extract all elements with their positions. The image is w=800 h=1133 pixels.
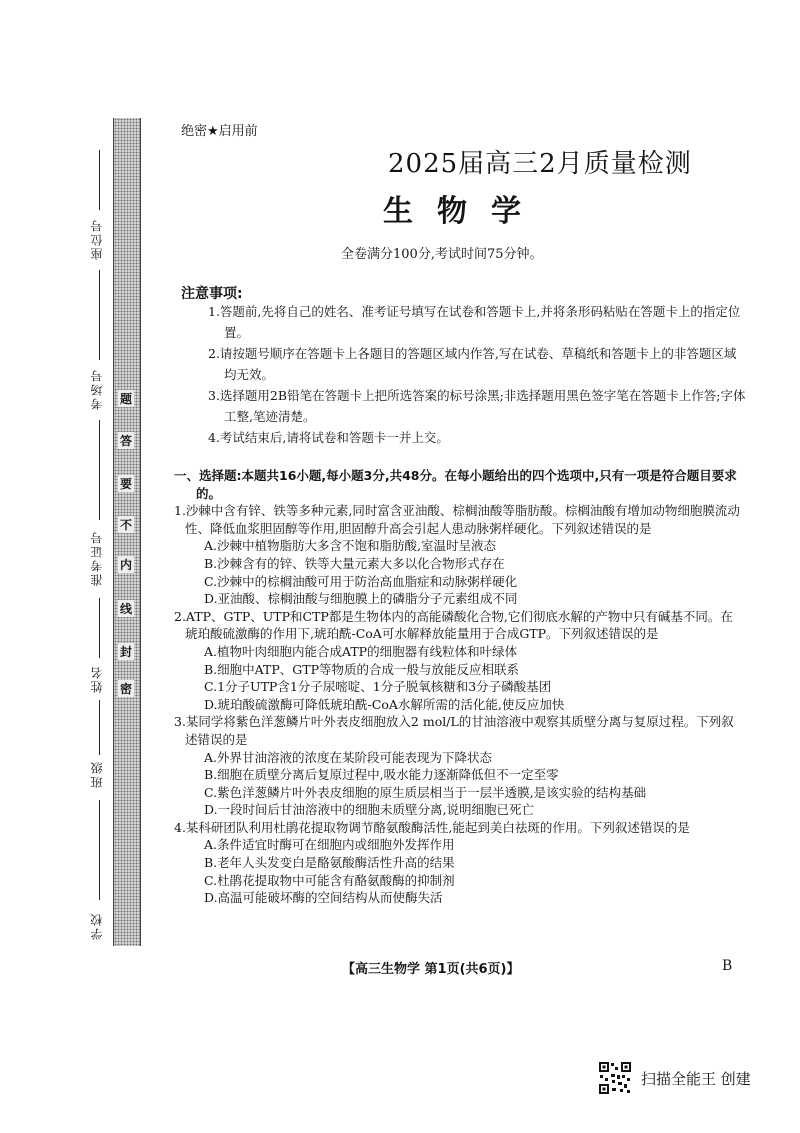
question-stem: 1.沙棘中含有锌、铁等多种元素,同时富含亚油酸、棕榈油酸等脂肪酸。棕榈油酸有增加动物细胞膜流动性、降低血浆胆固醇等作用,胆固醇升高会引起人患动脉粥样硬化。下列叙述错误的是 — [174, 503, 740, 536]
question-option: C.沙棘中的棕榈油酸可用于防治高血脂症和动脉粥样硬化 — [204, 573, 518, 589]
question-option: A.植物叶肉细胞内能合成ATP的细胞器有线粒体和叶绿体 — [204, 643, 518, 659]
secret-mark: 绝密★启用前 — [181, 124, 258, 139]
question-option: B.细胞中ATP、GTP等物质的合成一般与放能反应相联系 — [204, 661, 519, 677]
field-ticket: 准考证号 — [90, 530, 104, 586]
field-seat: 座位号 — [90, 218, 104, 260]
notice-item: 2.请按题号顺序在答题卡上各题目的答题区域内作答,写在试卷、草稿纸和答题卡上的非答题区域均无效。 — [208, 346, 737, 382]
exam-title: 2025届高三2月质量检测 — [388, 149, 692, 179]
question-option: B.细胞在质壁分离后复原过程中,吸水能力逐渐降低但不一定至零 — [204, 767, 559, 783]
field-school: 学校 — [90, 912, 104, 940]
question-option: C.1分子UTP含1分子尿嘧啶、1分子脱氧核糖和3分子磷酸基团 — [204, 679, 552, 695]
question-option: C.杜鹃花提取物中可能含有酪氨酸酶的抑制剂 — [204, 872, 455, 888]
question-option: D.高温可能破坏酶的空间结构从而使酶失活 — [204, 890, 443, 906]
seal-char: 题 — [119, 392, 132, 406]
seal-char: 内 — [119, 558, 132, 572]
question-option: D.亚油酸、棕榈油酸与细胞膜上的磷脂分子元素组成不同 — [204, 591, 518, 607]
binding-line — [99, 598, 100, 658]
subject-title: 生物学 — [383, 194, 545, 229]
notice-list — [208, 301, 748, 448]
seal-char: 不 — [119, 518, 132, 532]
notice-heading: 注意事项: — [181, 286, 243, 302]
binding-line — [99, 150, 100, 210]
field-room: 考场号 — [90, 368, 104, 410]
question-section — [174, 467, 742, 907]
version-mark: B — [722, 958, 733, 974]
question-option: D.琥珀酸硫激酶可降低琥珀酰-CoA水解所需的活化能,使反应加快 — [204, 696, 565, 712]
exam-meta: 全卷满分100分,考试时间75分钟。 — [341, 247, 543, 262]
question-stem: 2.ATP、GTP、UTP和CTP都是生物体内的高能磷酸化合物,它们彻底水解的产物中只有碱基不同。在琥珀酸硫激酶的作用下,琥珀酰-CoA可水解释放能量用于合成GTP。下列叙述错误的是 — [174, 608, 733, 642]
question-option: A.沙棘中植物脂肪大多含不饱和脂肪酸,室温时呈液态 — [204, 538, 496, 554]
seal-char: 封 — [119, 645, 132, 659]
binding-line — [99, 700, 100, 755]
seal-char: 线 — [119, 602, 132, 616]
notice-item: 4.考试结束后,请将试卷和答题卡一并上交。 — [208, 430, 449, 445]
question-option: A.外界甘油溶液的浓度在某阶段可能表现为下降状态 — [204, 749, 493, 765]
binding-line — [99, 420, 100, 520]
page-footer: 【高三生物学 第1页(共6页)】 — [342, 962, 520, 977]
section-heading: 一、选择题:本题共16小题,每小题3分,共48分。在每小题给出的四个选项中,只有一项是符合题目要求的。 — [174, 468, 737, 501]
notice-item: 3.选择题用2B铅笔在答题卡上把所选答案的标号涂黑;非选择题用黑色签字笔在答题卡上作答;字体工整,笔迹清楚。 — [208, 388, 746, 424]
seal-char: 要 — [119, 477, 132, 491]
question-option: A.条件适宜时酶可在细胞内或细胞外发挥作用 — [204, 837, 455, 853]
notice-item: 1.答题前,先将自己的姓名、准考证号填写在试卷和答题卡上,并将条形码粘贴在答题卡上的指定位置。 — [208, 304, 741, 340]
seal-char: 密 — [119, 682, 132, 696]
question-stem: 3.某同学将紫色洋葱鳞片叶外表皮细胞放入2 mol/L的甘油溶液中观察其质壁分离与复原过程。下列叙述错误的是 — [174, 714, 734, 747]
field-class: 班级 — [90, 760, 104, 788]
field-name: 姓名 — [90, 665, 104, 693]
qr-code-icon — [598, 1061, 632, 1095]
seal-char: 答 — [119, 434, 132, 448]
binding-line — [99, 270, 100, 360]
question-stem: 4.某科研团队利用杜鹃花提取物调节酪氨酸酶活性,能起到美白祛斑的作用。下列叙述错误的是 — [174, 819, 690, 835]
binding-line — [99, 800, 100, 900]
question-option: C.紫色洋葱鳞片叶外表皮细胞的原生质层相当于一层半透膜,是该实验的结构基础 — [204, 784, 647, 800]
question-option: B.沙棘含有的锌、铁等大量元素大多以化合物形式存在 — [204, 555, 505, 571]
question-option: B.老年人头发变白是酪氨酸酶活性升高的结果 — [204, 855, 455, 871]
scanner-watermark: 扫描全能王 创建 — [641, 1070, 751, 1088]
question-option: D.一段时间后甘油溶液中的细胞未质壁分离,说明细胞已死亡 — [204, 802, 535, 818]
